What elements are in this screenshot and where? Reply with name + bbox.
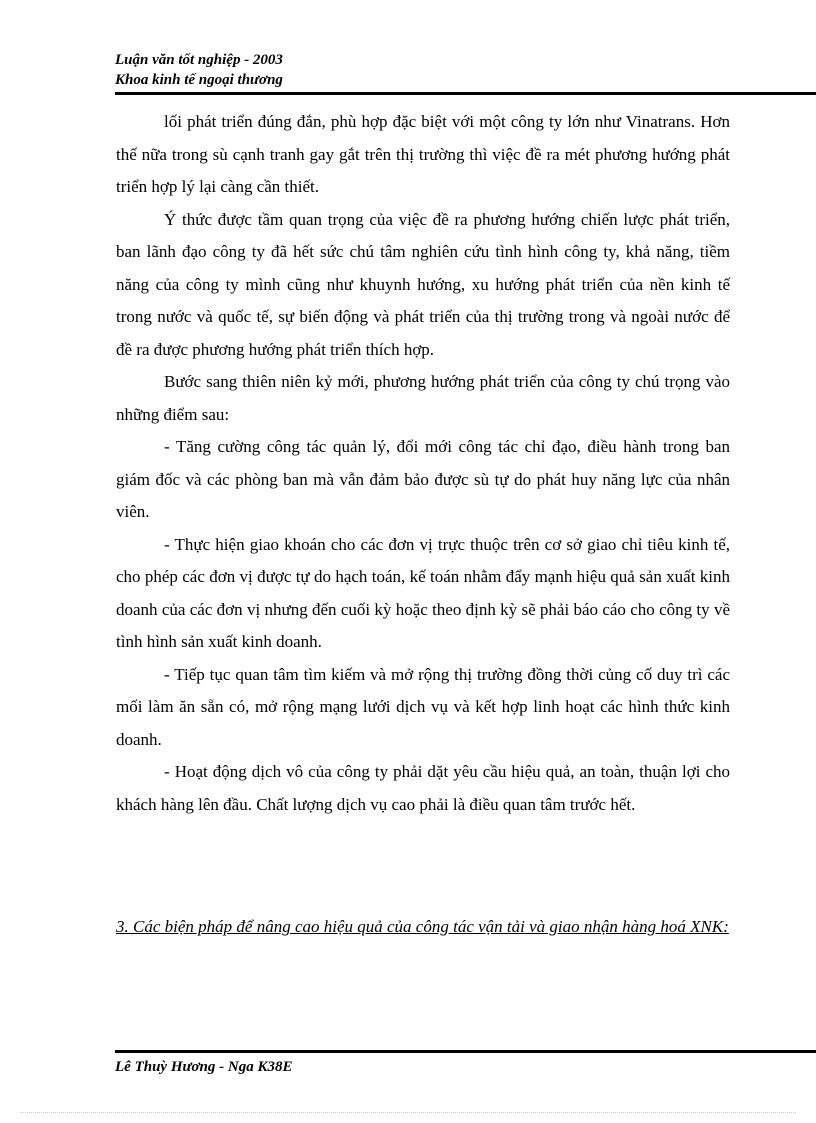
page-bottom-divider [20, 1112, 796, 1113]
header-thesis-title: Luận văn tốt nghiệp - 2003 [115, 52, 283, 68]
paragraph: Bước sang thiên niên kỷ mới, phương hướng phát triển của công ty chú trọng vào những điểm sau: [116, 372, 730, 424]
bullet-paragraph: - Thực hiện giao khoán cho các đơn vị trực thuộc trên cơ sở giao chỉ tiêu kinh tế, cho phép các đơn vị được tự do hạch toán, kế toán nhằm đẩy mạnh hiệu quả sản xuất kinh doanh của các đơn vị nhưng đến cuối kỳ hoặc theo định kỳ sẽ phải báo cáo cho công ty về tình hình sản xuất kinh doanh. [116, 534, 730, 651]
bullet-paragraph: - Tiếp tục quan tâm tìm kiếm và mở rộng thị trường đồng thời củng cố duy trì các mối làm ăn sẵn có, mở rộng mạng lưới dịch vụ và kết hợp linh hoạt các hình thức kinh doanh. [116, 664, 730, 749]
footer-rule [115, 1050, 816, 1053]
document-body [116, 106, 730, 821]
section-heading: 3. Các biện pháp để nâng cao hiệu quả của công tác vận tải và giao nhận hàng hoá XNK: [116, 917, 729, 936]
paragraph: Ý thức được tầm quan trọng của việc đề ra phương hướng chiến lược phát triển, ban lãnh đạo công ty đã hết sức chú tâm nghiên cứu tình hình công ty, khả năng, tiềm năng của công ty mình cũng như khuynh hướng, xu hướng phát triển của nền kinh tế trong nước và quốc tế, sự biến động và phát triển của thị trường trong và ngoài nước để đề ra được phương hướng phát triển thích hợp. [116, 209, 730, 359]
bullet-paragraph: - Hoạt động dịch vô của công ty phải dặt yêu cầu hiệu quả, an toàn, thuận lợi cho khách hàng lên đầu. Chất lượng dịch vụ cao phải là điều quan tâm trước hết. [116, 762, 730, 814]
footer-author: Lê Thuỳ Hương - Nga K38E [115, 1059, 293, 1075]
paragraph: lối phát triển đúng đắn, phù hợp đặc biệt với một công ty lớn như Vinatrans. Hơn thế nữa trong sù cạnh tranh gay gắt trên thị trường thì việc đề ra mét phương hướng phát triển hợp lý lại càng cần thiết. [116, 112, 730, 196]
bullet-paragraph: - Tăng cường công tác quản lý, đổi mới công tác chỉ đạo, điều hành trong ban giám đốc và các phòng ban mà vẫn đảm bảo được sù tự do phát huy năng lực của nhân viên. [116, 437, 730, 521]
header-rule [115, 92, 816, 95]
header-faculty: Khoa kinh tế ngoại thương [115, 72, 283, 88]
page-header [115, 50, 816, 90]
